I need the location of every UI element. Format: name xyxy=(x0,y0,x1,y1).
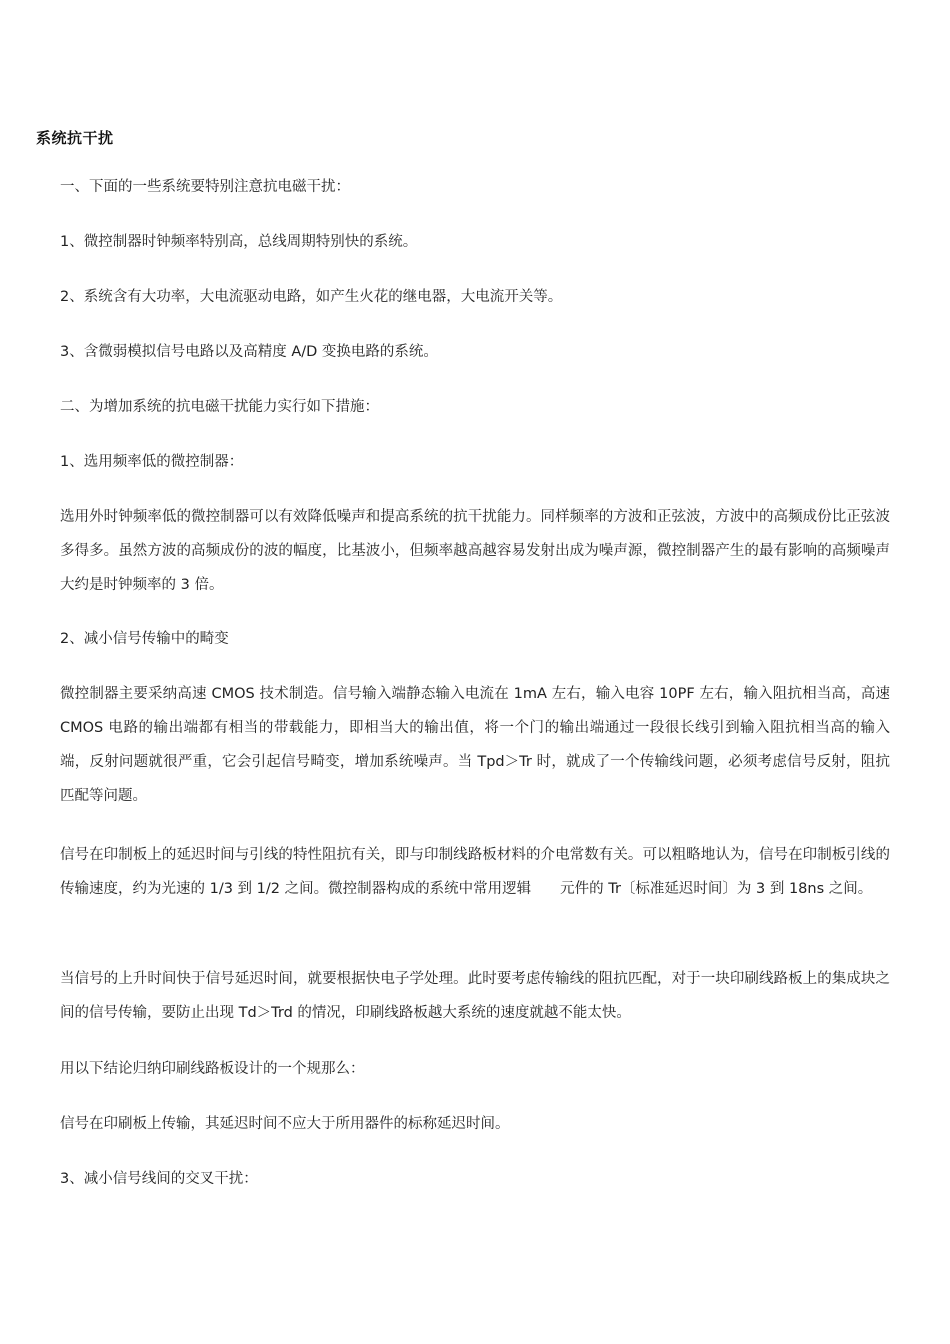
list-item: 3、含微弱模拟信号电路以及高精度 A/D 变换电路的系统。 xyxy=(60,344,438,360)
list-item: 2、系统含有大功率，大电流驱动电路，如产生火花的继电器，大电流开关等。 xyxy=(60,289,563,305)
subsection-heading: 1、选用频率低的微控制器： xyxy=(60,454,244,470)
page-title: 系统抗干扰 xyxy=(36,129,114,147)
subsection-heading: 3、减小信号线间的交叉干扰： xyxy=(60,1171,258,1187)
body-paragraph: 当信号的上升时间快于信号延迟时间，就要根据快电子学处理。此时要考虑传输线的阻抗匹配，对于一块印刷线路板上的集成块之间的信号传输，要防止出现 Td＞Trd 的情况，印刷线路板越大系统的速度就越不能太快。 xyxy=(60,971,890,1021)
body-paragraph: 信号在印刷板上传输，其延迟时间不应大于所用器件的标称延迟时间。 xyxy=(60,1116,510,1132)
body-paragraph: 选用外时钟频率低的微控制器可以有效降低噪声和提高系统的抗干扰能力。同样频率的方波和正弦波，方波中的高频成份比正弦波多得多。虽然方波的高频成份的波的幅度，比基波小，但频率越高越容易发射出成为噪声源，微控制器产生的最有影响的高频噪声大约是时钟频率的 3 倍。 xyxy=(60,509,890,593)
body-paragraph: 用以下结论归纳印刷线路板设计的一个规那么： xyxy=(60,1061,365,1077)
section-heading-2: 二、为增加系统的抗电磁干扰能力实行如下措施： xyxy=(60,399,379,415)
body-paragraph: 信号在印制板上的延迟时间与引线的特性阻抗有关，即与印制线路板材料的介电常数有关。可以粗略地认为，信号在印制板引线的传输速度，约为光速的 1/3 到 1/2 之间。微控制器构成的系统中常用逻辑 元件的 Tr〔标准延迟时间〕为 3 到 18ns 之间。 xyxy=(60,847,890,897)
section-heading-1: 一、下面的一些系统要特别注意抗电磁干扰： xyxy=(60,179,350,195)
list-item: 1、微控制器时钟频率特别高，总线周期特别快的系统。 xyxy=(60,234,418,250)
subsection-heading: 2、减小信号传输中的畸变 xyxy=(60,631,229,647)
body-paragraph: 微控制器主要采纳高速 CMOS 技术制造。信号输入端静态输入电流在 1mA 左右，输入电容 10PF 左右，输入阻抗相当高，高速 CMOS 电路的输出端都有相当的带载能力，即相当大的输出值，将一个门的输出端通过一段很长线引到输入阻抗相当高的输入端，反射问题就很严重，它会引起信号畸变，增加系统噪声。当 Tpd＞Tr 时，就成了一个传输线问题，必须考虑信号反射，阻抗匹配等问题。 xyxy=(60,686,890,804)
